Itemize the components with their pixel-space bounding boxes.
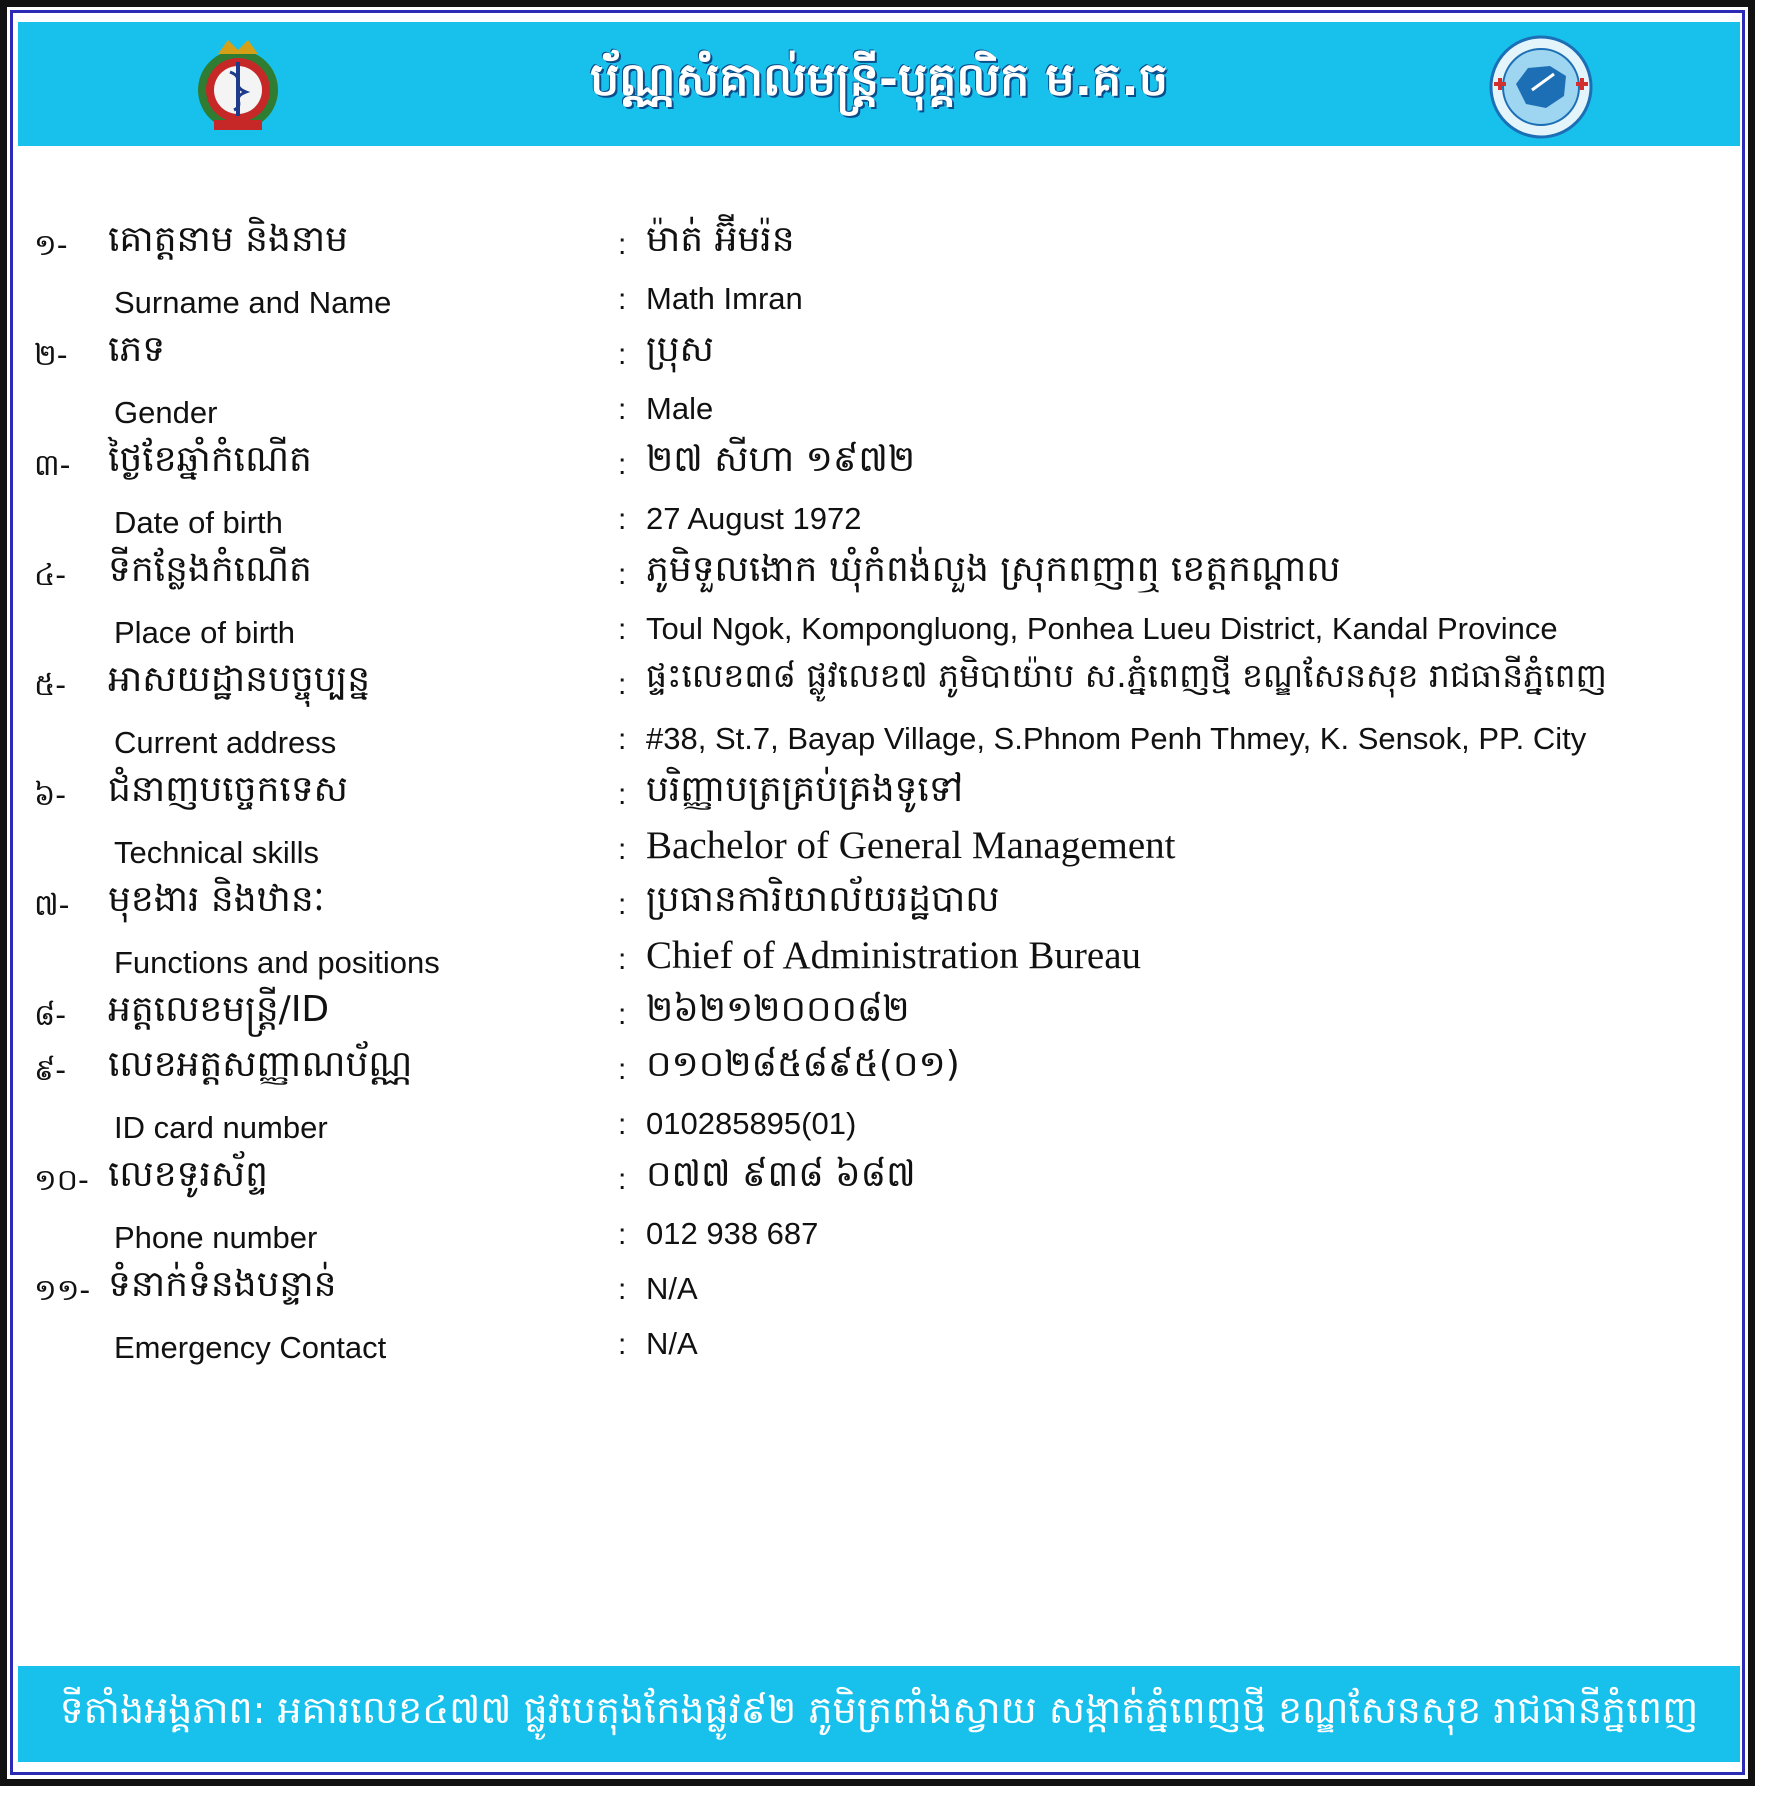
- footer-banner: [18, 1666, 1740, 1762]
- field-label: ថ្ងៃខែឆ្នាំកំណើត: [108, 439, 312, 480]
- field-value: Chief of Administration Bureau: [646, 934, 1142, 977]
- field-value: 012 938 687: [646, 1216, 819, 1251]
- colon: :: [618, 778, 627, 811]
- header-banner: [18, 22, 1740, 146]
- colon: :: [618, 668, 627, 701]
- field-label: ID card number: [114, 1110, 328, 1145]
- field-value: បរិញ្ញាបត្រគ្រប់គ្រងទូទៅ: [646, 769, 964, 810]
- field-value: 27 August 1972: [646, 501, 862, 536]
- field-label: លេខទូរស័ព្ទ: [108, 1154, 268, 1195]
- field-label: ទីកន្លែងកំណើត: [108, 549, 312, 590]
- colon: :: [618, 833, 627, 866]
- colon: :: [618, 1163, 627, 1196]
- colon: :: [618, 613, 627, 646]
- field-label: Surname and Name: [114, 285, 392, 320]
- field-value: ប្រធានការិយាល័យរដ្ឋបាល: [646, 879, 1000, 920]
- colon: :: [618, 1328, 627, 1361]
- field-value: Male: [646, 391, 714, 426]
- field-label: Current address: [114, 725, 337, 760]
- colon: :: [618, 448, 627, 481]
- field-value: Toul Ngok, Kompongluong, Ponhea Lueu District, Kandal Province: [646, 611, 1558, 646]
- row-number: ៨-: [34, 998, 67, 1033]
- field-value: Math Imran: [646, 281, 803, 316]
- field-label: ទំនាក់ទំនងបន្ទាន់: [108, 1264, 337, 1305]
- row-name-kh: [0, 210, 1740, 270]
- colon: :: [618, 228, 627, 261]
- row-skills-kh: [0, 760, 1740, 820]
- row-number: ១១-: [34, 1273, 91, 1308]
- field-label: អាសយដ្ឋានបច្ចុប្បន្ន: [108, 659, 371, 700]
- field-value: ម៉ាត់ អ៊ីមរ៉ន: [646, 219, 795, 260]
- row-pob-kh: [0, 540, 1740, 600]
- field-label: អត្តលេខមន្ត្រី/ID: [108, 989, 330, 1030]
- colon: :: [618, 1053, 627, 1086]
- row-position-kh: [0, 870, 1740, 930]
- row-number: ១-: [34, 228, 68, 263]
- card-title: ប័ណ្ណសំគាល់មន្ត្រី-បុគ្គលិក ម.គ.ច: [590, 51, 1168, 106]
- row-number: ៩-: [34, 1053, 67, 1088]
- row-gender-kh: [0, 320, 1740, 380]
- colon: :: [618, 503, 627, 536]
- field-label: Phone number: [114, 1220, 318, 1255]
- row-skills-en: [0, 815, 1740, 875]
- field-value: 010285895(01): [646, 1106, 857, 1141]
- field-value: ២៦២១២០០០៨២: [646, 989, 910, 1030]
- row-number: ៥-: [34, 668, 67, 703]
- row-phone-kh: [0, 1145, 1740, 1205]
- row-number: ៤-: [34, 558, 67, 593]
- colon: :: [618, 1218, 627, 1251]
- row-position-en: [0, 925, 1740, 985]
- row-pob-en: [0, 595, 1740, 655]
- field-label: Emergency Contact: [114, 1330, 387, 1365]
- row-idcard-en: [0, 1090, 1740, 1150]
- field-value: N/A: [646, 1271, 698, 1306]
- row-address-kh: [0, 650, 1740, 710]
- row-address-en: [0, 705, 1740, 765]
- colon: :: [618, 393, 627, 426]
- row-dob-kh: [0, 430, 1740, 490]
- row-name-en: [0, 265, 1740, 325]
- field-value: ០៧៧ ៩៣៨ ៦៨៧: [646, 1154, 916, 1195]
- colon: :: [618, 943, 627, 976]
- field-label: ភេទ: [108, 329, 166, 370]
- field-value: ផ្ទះលេខ៣៨ ផ្លូវលេខ៧ ភូមិបាយ៉ាប ស.ភ្នំពេញថ្មី ខណ្ឌសែនសុខ រាជធានីភ្នំពេញ: [646, 656, 1607, 695]
- field-value: Bachelor of General Management: [646, 824, 1176, 867]
- field-value: N/A: [646, 1326, 698, 1361]
- field-label: Functions and positions: [114, 945, 440, 980]
- row-gender-en: [0, 375, 1740, 435]
- colon: :: [618, 998, 627, 1031]
- field-label: Place of birth: [114, 615, 295, 650]
- field-value: ២៧ សីហា ១៩៧២: [646, 439, 916, 480]
- office-address: ទីតាំងអង្គភាព: អគារលេខ៤៧៧ ផ្លូវបេតុងកែងផ្លូវ៩២ ភូមិត្រពាំងស្វាយ សង្កាត់ភ្នំពេញថ្មី ខណ្ឌសែនសុខ រាជធានីភ្នំពេញ: [59, 1688, 1699, 1732]
- colon: :: [618, 1108, 627, 1141]
- row-emergency-kh: [0, 1255, 1740, 1315]
- row-emergency-en: [0, 1310, 1740, 1370]
- row-phone-en: [0, 1200, 1740, 1260]
- row-dob-en: [0, 485, 1740, 545]
- colon: :: [618, 283, 627, 316]
- row-idcard-kh: [0, 1035, 1740, 1095]
- field-value: ប្រុស: [646, 329, 714, 370]
- row-number: ១០-: [34, 1163, 89, 1198]
- row-staff-id: [0, 980, 1740, 1040]
- row-number: ២-: [34, 338, 68, 373]
- field-value: ភូមិទួលងោក ឃុំកំពង់លួង ស្រុកពញាឮ ខេត្តកណ្តាល: [646, 549, 1341, 590]
- field-label: ជំនាញបច្ចេកទេស: [108, 769, 348, 810]
- field-value: ០១០២៨៥៨៩៥(០១): [646, 1044, 960, 1085]
- colon: :: [618, 338, 627, 371]
- field-label: Technical skills: [114, 835, 320, 870]
- field-value: #38, St.7, Bayap Village, S.Phnom Penh Thmey, K. Sensok, PP. City: [646, 721, 1587, 756]
- colon: :: [618, 888, 627, 921]
- row-number: ៧-: [34, 888, 70, 923]
- field-label: Date of birth: [114, 505, 283, 540]
- row-number: ៣-: [34, 448, 71, 483]
- row-number: ៦-: [34, 778, 67, 813]
- field-label: មុខងារ និងឋានៈ: [108, 879, 325, 920]
- field-label: Gender: [114, 395, 218, 430]
- colon: :: [618, 1273, 627, 1306]
- colon: :: [618, 558, 627, 591]
- colon: :: [618, 723, 627, 756]
- field-label: លេខអត្តសញ្ញាណប័ណ្ណ: [108, 1044, 413, 1085]
- field-label: គោត្តនាម និងនាម: [108, 219, 348, 260]
